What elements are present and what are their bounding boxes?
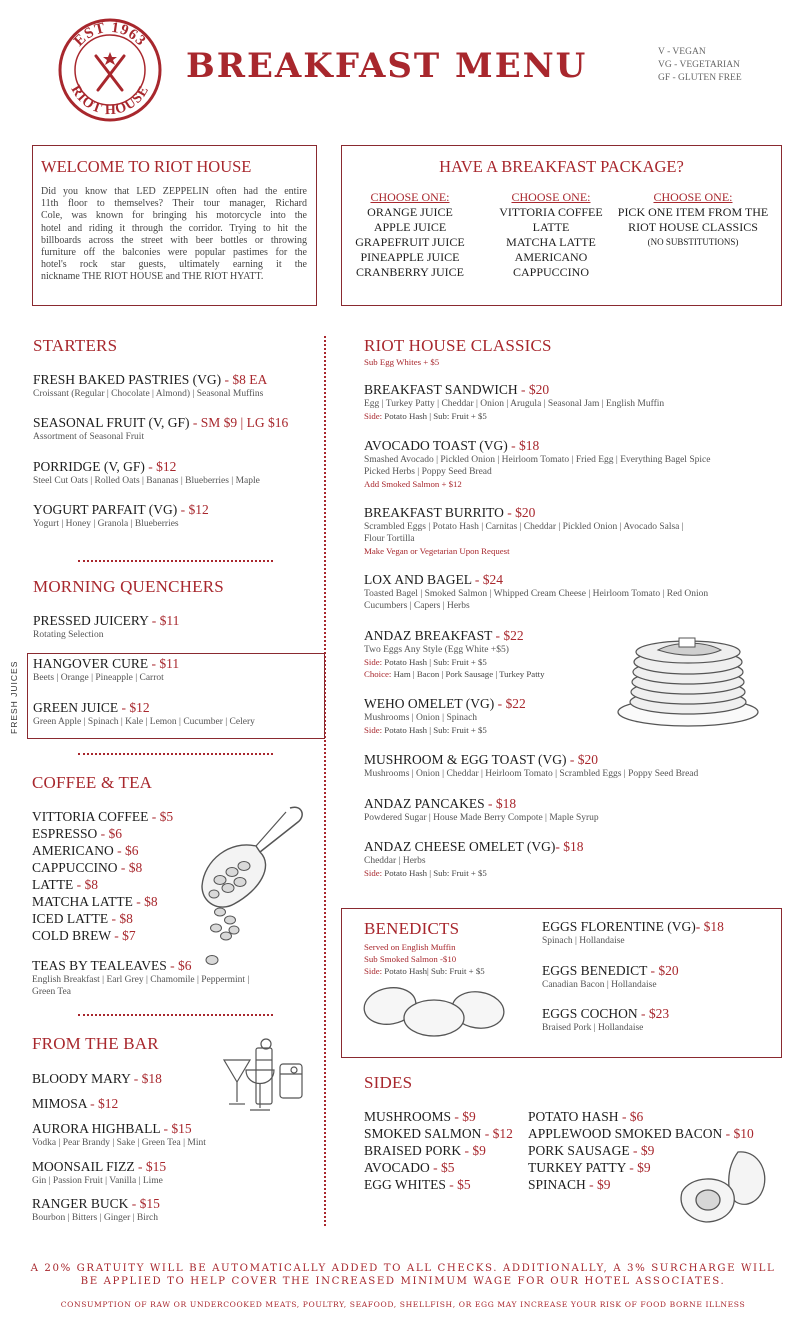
item-price: - $20 <box>566 752 599 767</box>
package-column-coffee <box>490 190 612 280</box>
item-price: - $5 <box>429 1160 455 1175</box>
item-price: - $18 <box>555 839 584 854</box>
menu-item <box>33 415 288 443</box>
coffee-item <box>32 910 173 927</box>
item-name: MATCHA LATTE <box>32 894 133 909</box>
item-name: PRESSED JUICERY <box>33 613 149 628</box>
item-price: - $9 <box>629 1143 655 1158</box>
item-price: - $9 <box>461 1143 486 1158</box>
item-desc: Braised Pork | Hollandaise <box>542 1023 644 1033</box>
side-item <box>364 1142 513 1159</box>
pancakes-illustration <box>613 626 763 728</box>
menu-item <box>32 1159 166 1187</box>
side-item <box>364 1159 513 1176</box>
item-name: EGGS COCHON <box>542 1006 638 1021</box>
package-option: LATTE <box>532 220 570 234</box>
side-text: Potato Hash | Sub: Fruit + $5 <box>384 725 487 735</box>
item-price: - $9 <box>585 1177 611 1192</box>
sides-left-list <box>364 1108 513 1193</box>
benedicts-note: Served on English Muffin <box>364 942 456 952</box>
item-price: - $12 <box>86 1096 119 1111</box>
package-option: AMERICANO <box>514 250 588 264</box>
item-desc: Assortment of Seasonal Fruit <box>33 432 145 442</box>
item-name: BREAKFAST SANDWICH <box>364 382 518 397</box>
item-price: - $23 <box>637 1006 670 1021</box>
package-option: VITTORIA COFFEE <box>499 205 603 219</box>
menu-item <box>364 505 684 557</box>
item-desc: Toasted Bagel | Smoked Salmon | Whipped Cream Cheese | Heirloom Tomato | Red Onion <box>364 589 709 599</box>
item-desc: Vodka | Pear Brandy | Sake | Green Tea | Mint <box>32 1138 206 1148</box>
side-label: Side: <box>364 411 383 421</box>
package-option: RIOT HOUSE CLASSICS <box>628 220 758 234</box>
item-name: ESPRESSO <box>32 826 98 841</box>
item-name: VITTORIA COFFEE <box>32 809 149 824</box>
legend-gluten-free: GF - GLUTEN FREE <box>658 73 742 83</box>
item-name: AVOCADO <box>364 1160 430 1175</box>
section-title-starters: STARTERS <box>33 336 118 355</box>
welcome-line: billboards across the street with beer bottles or throwing <box>41 234 307 246</box>
item-price: - $6 <box>113 843 139 858</box>
side-item <box>528 1108 754 1125</box>
item-desc: Smashed Avocado | Pickled Onion | Heirloom Tomato | Fried Egg | Everything Bagel Spice <box>364 455 711 465</box>
item-name: AVOCADO TOAST (VG) <box>364 438 508 453</box>
item-price: - $22 <box>492 628 524 643</box>
coffee-item <box>32 808 173 825</box>
item-name: ICED LATTE <box>32 911 109 926</box>
item-desc: Beets | Orange | Pineapple | Carrot <box>33 673 164 683</box>
package-option: ORANGE JUICE <box>367 205 453 219</box>
menu-item <box>33 372 267 400</box>
side-item <box>528 1125 754 1142</box>
item-price: - $15 <box>160 1121 192 1136</box>
menu-item <box>364 438 710 490</box>
item-price: - $6 <box>166 958 192 973</box>
menu-item <box>542 1006 669 1034</box>
item-desc: Picked Herbs | Poppy Seed Bread <box>364 467 492 477</box>
item-desc: Green Apple | Spinach | Kale | Lemon | Cucumber | Celery <box>33 717 255 727</box>
item-name: AMERICANO <box>32 843 114 858</box>
item-price: - $8 EA <box>221 372 268 387</box>
item-desc: Cucumbers | Capers | Herbs <box>364 601 470 611</box>
item-name: MUSHROOMS <box>364 1109 452 1124</box>
item-name: MIMOSA <box>32 1096 87 1111</box>
item-name: SPINACH <box>528 1177 586 1192</box>
item-price: - $6 <box>97 826 123 841</box>
side-item <box>364 1108 513 1125</box>
item-extra: Make Vegan or Vegetarian Upon Request <box>364 546 510 556</box>
welcome-title: WELCOME TO RIOT HOUSE <box>41 157 252 176</box>
package-column-juice <box>350 190 470 280</box>
item-price: - $11 <box>148 613 180 628</box>
item-extra: Add Smoked Salmon + $12 <box>364 479 462 489</box>
item-name: BREAKFAST BURRITO <box>364 505 504 520</box>
side-label: Side: <box>364 966 383 976</box>
menu-item <box>364 752 698 780</box>
choice-label: Choice: <box>364 669 392 679</box>
item-price: - $15 <box>134 1159 167 1174</box>
coffee-item <box>32 893 173 910</box>
riot-house-logo <box>56 16 164 124</box>
item-name: EGGS FLORENTINE (VG) <box>542 919 696 934</box>
avocado-illustration <box>676 1146 772 1230</box>
item-price: - $20 <box>517 382 550 397</box>
item-desc: Canadian Bacon | Hollandaise <box>542 980 657 990</box>
item-desc: Mushrooms | Onion | Spinach <box>364 713 478 723</box>
item-desc: Rotating Selection <box>33 630 104 640</box>
menu-title: BREAKFAST MENU <box>186 46 588 86</box>
item-price: - $15 <box>128 1196 160 1211</box>
item-price: - $18 <box>695 919 724 934</box>
item-price: - $20 <box>503 505 536 520</box>
item-price: - $12 <box>144 459 177 474</box>
menu-item <box>364 796 599 824</box>
item-desc: Two Eggs Any Style (Egg White +$5) <box>364 645 509 655</box>
package-option: GRAPEFRUIT JUICE <box>355 235 465 249</box>
welcome-line: Did you know that LED ZEPPELIN often had the entire <box>41 186 307 197</box>
item-desc: Egg | Turkey Patty | Cheddar | Onion | Arugula | Seasonal Jam | English Muffin <box>364 399 665 409</box>
section-divider <box>78 753 273 755</box>
side-text: Potato Hash | Sub: Fruit + $5 <box>384 657 487 667</box>
classics-subnote: Sub Egg Whites + $5 <box>364 357 440 367</box>
choose-one-label: CHOOSE ONE: <box>370 190 450 204</box>
side-item <box>364 1176 513 1193</box>
fresh-juices-label: FRESH JUICES <box>9 660 19 734</box>
item-name: GREEN JUICE <box>33 700 119 715</box>
cocktails-illustration <box>220 1038 310 1120</box>
menu-item <box>33 613 179 641</box>
menu-item <box>364 839 583 879</box>
item-name: YOGURT PARFAIT (VG) <box>33 502 178 517</box>
menu-item <box>32 958 249 998</box>
coffee-item <box>32 876 173 893</box>
section-title-coffee: COFFEE & TEA <box>32 773 153 792</box>
column-divider <box>324 336 326 1226</box>
welcome-line: nickname THE RIOT HOUSE and THE RIOT HYATT. <box>41 271 264 283</box>
menu-item <box>33 656 179 684</box>
benedicts-note: Sub Smoked Salmon -$10 <box>364 954 457 964</box>
svg-text:EST 1963 <box>71 20 149 50</box>
section-title-classics: RIOT HOUSE CLASSICS <box>364 336 552 355</box>
menu-item <box>33 459 260 487</box>
welcome-line: hotel and riding it through the corridor. Trying to hit the <box>41 222 307 234</box>
item-price: - $10 <box>722 1126 754 1141</box>
welcome-line: furniture off the balconies were popular pastimes for the <box>41 247 307 259</box>
item-price: - SM $9 | LG $16 <box>189 415 289 430</box>
legend-vegetarian: VG - VEGETARIAN <box>658 60 740 70</box>
package-option: MATCHA LATTE <box>506 235 596 249</box>
item-price: - $12 <box>118 700 150 715</box>
item-price: - $5 <box>148 809 174 824</box>
eggs-illustration <box>360 982 510 1038</box>
item-name: TEAS BY TEALEAVES <box>32 958 167 973</box>
item-name: PORK SAUSAGE <box>528 1143 630 1158</box>
package-title: HAVE A BREAKFAST PACKAGE? <box>439 157 684 176</box>
item-name: SEASONAL FRUIT (V, GF) <box>33 415 190 430</box>
coffee-scoop-illustration <box>190 800 310 975</box>
menu-item <box>364 382 664 422</box>
item-name: ANDAZ BREAKFAST <box>364 628 493 643</box>
package-option: CRANBERRY JUICE <box>356 265 464 279</box>
item-name: SMOKED SALMON <box>364 1126 482 1141</box>
item-price: - $5 <box>445 1177 471 1192</box>
logo-bottom-text: RIOT HOUSE <box>67 82 153 119</box>
item-name: PORRIDGE (V, GF) <box>33 459 145 474</box>
item-name: MOONSAIL FIZZ <box>32 1159 135 1174</box>
item-price: - $8 <box>108 911 133 926</box>
section-title-quenchers: MORNING QUENCHERS <box>33 577 224 596</box>
side-text: Potato Hash| Sub: Fruit + $5 <box>384 966 485 976</box>
logo-top-text: EST 1963 <box>71 19 150 50</box>
item-desc: Mushrooms | Onion | Cheddar | Heirloom Tomato | Scrambled Eggs | Poppy Seed Bread <box>364 769 699 779</box>
welcome-line: hotel's rock star guests, ultimately earning it the <box>41 259 307 271</box>
menu-item <box>33 700 255 728</box>
side-label: Side: <box>364 657 383 667</box>
welcome-text <box>41 186 307 284</box>
item-price: - $22 <box>494 696 526 711</box>
menu-item <box>364 628 545 680</box>
svg-text:RIOT HOUSE <box>68 83 153 118</box>
side-text: Potato Hash | Sub: Fruit + $5 <box>384 411 487 421</box>
package-option: APPLE JUICE <box>373 220 447 234</box>
item-price: - $9 <box>625 1160 651 1175</box>
item-desc: Powdered Sugar | House Made Berry Compote | Maple Syrup <box>364 813 599 823</box>
menu-item <box>364 572 708 612</box>
item-desc: Steel Cut Oats | Rolled Oats | Bananas | Blueberries | Maple <box>33 476 260 486</box>
menu-item <box>542 963 679 991</box>
item-price: - $11 <box>148 656 180 671</box>
item-desc: Scrambled Eggs | Potato Hash | Carnitas | Cheddar | Pickled Onion | Avocado Salsa | <box>364 522 684 532</box>
section-divider <box>78 1014 273 1016</box>
item-name: HANGOVER CURE <box>33 656 149 671</box>
item-price: - $20 <box>647 963 679 978</box>
item-name: MUSHROOM & EGG TOAST (VG) <box>364 752 567 767</box>
package-column-classic <box>615 190 771 250</box>
benedicts-notes <box>364 941 485 977</box>
menu-item <box>542 919 724 947</box>
food-safety-notice: CONSUMPTION OF RAW OR UNDERCOOKED MEATS, POULTRY, SEAFOOD, SHELLFISH, OR EGG MAY INCREASE YOUR RISK OF FOOD BORNE ILLNESS <box>60 1300 746 1309</box>
section-title-bar: FROM THE BAR <box>32 1034 159 1053</box>
item-desc: Croissant (Regular | Chocolate | Almond) | Seasonal Muffins <box>33 389 264 399</box>
gratuity-line-2: BE APPLIED TO HELP COVER THE INCREASED MINIMUM WAGE FOR OUR HOTEL ASSOCIATES. <box>80 1276 726 1287</box>
coffee-item <box>32 859 173 876</box>
menu-item <box>32 1196 160 1224</box>
item-name: ANDAZ CHEESE OMELET (VG) <box>364 839 556 854</box>
gratuity-notice <box>0 1262 806 1288</box>
menu-item <box>33 502 209 530</box>
dietary-legend <box>658 46 742 85</box>
item-name: RANGER BUCK <box>32 1196 129 1211</box>
welcome-line: Cole, was known for bringing his motorcycle into the <box>41 210 307 222</box>
item-price: - $6 <box>618 1109 644 1124</box>
side-label: Side: <box>364 868 383 878</box>
side-text: Potato Hash | Sub: Fruit + $5 <box>384 868 487 878</box>
item-price: - $24 <box>471 572 503 587</box>
item-price: - $12 <box>481 1126 513 1141</box>
choice-text: Ham | Bacon | Pork Sausage | Turkey Patty <box>393 669 545 679</box>
item-name: WEHO OMELET (VG) <box>364 696 495 711</box>
package-option: CAPPUCCINO <box>512 265 590 279</box>
item-name: BRAISED PORK <box>364 1143 462 1158</box>
item-desc: Gin | Passion Fruit | Vanilla | Lime <box>32 1176 163 1186</box>
package-note: (NO SUBSTITUTIONS) <box>647 237 739 247</box>
choose-one-label: CHOOSE ONE: <box>511 190 591 204</box>
item-price: - $12 <box>177 502 209 517</box>
item-desc: Green Tea <box>32 987 71 997</box>
package-option: PINEAPPLE JUICE <box>360 250 460 264</box>
coffee-item <box>32 927 173 944</box>
item-name: AURORA HIGHBALL <box>32 1121 161 1136</box>
coffee-item <box>32 825 173 842</box>
item-price: - $18 <box>130 1071 162 1086</box>
section-divider <box>78 560 273 562</box>
item-desc: Cheddar | Herbs <box>364 856 426 866</box>
item-name: LATTE <box>32 877 74 892</box>
item-name: BLOODY MARY <box>32 1071 131 1086</box>
legend-vegan: V - VEGAN <box>658 47 706 57</box>
item-price: - $7 <box>110 928 136 943</box>
item-price: - $8 <box>73 877 98 892</box>
item-name: LOX AND BAGEL <box>364 572 472 587</box>
menu-item <box>32 1096 118 1112</box>
side-item <box>364 1125 513 1142</box>
item-price: - $8 <box>117 860 143 875</box>
menu-item <box>364 696 526 736</box>
item-name: EGG WHITES <box>364 1177 446 1192</box>
section-title-sides: SIDES <box>364 1073 413 1092</box>
section-title-benedicts: BENEDICTS <box>364 919 460 938</box>
menu-item <box>32 1071 162 1087</box>
side-label: Side: <box>364 725 383 735</box>
item-desc: Bourbon | Bitters | Ginger | Birch <box>32 1213 159 1223</box>
item-desc: Spinach | Hollandaise <box>542 936 625 946</box>
coffee-list <box>32 808 173 944</box>
item-name: FRESH BAKED PASTRIES (VG) <box>33 372 222 387</box>
item-desc: English Breakfast | Earl Grey | Chamomile | Peppermint | <box>32 975 250 985</box>
item-price: - $18 <box>507 438 540 453</box>
package-option: PICK ONE ITEM FROM THE <box>617 205 769 219</box>
gratuity-line-1: A 20% GRATUITY WILL BE AUTOMATICALLY ADDED TO ALL CHECKS. ADDITIONALLY, A 3% SURCHARGE WILL <box>30 1263 776 1274</box>
item-price: - $18 <box>484 796 517 811</box>
item-name: ANDAZ PANCAKES <box>364 796 485 811</box>
item-name: COLD BREW <box>32 928 111 943</box>
item-name: APPLEWOOD SMOKED BACON <box>528 1126 723 1141</box>
item-name: CAPPUCCINO <box>32 860 118 875</box>
item-price: - $8 <box>132 894 158 909</box>
item-name: EGGS BENEDICT <box>542 963 648 978</box>
item-name: TURKEY PATTY <box>528 1160 626 1175</box>
item-desc: Flour Tortilla <box>364 534 415 544</box>
item-name: POTATO HASH <box>528 1109 619 1124</box>
choose-one-label: CHOOSE ONE: <box>653 190 733 204</box>
item-price: - $9 <box>451 1109 476 1124</box>
welcome-line: 11th floor to themselves? Their tour manager, Richard <box>41 198 307 210</box>
item-desc: Yogurt | Honey | Granola | Blueberries <box>33 519 179 529</box>
menu-item <box>32 1121 206 1149</box>
coffee-item <box>32 842 173 859</box>
